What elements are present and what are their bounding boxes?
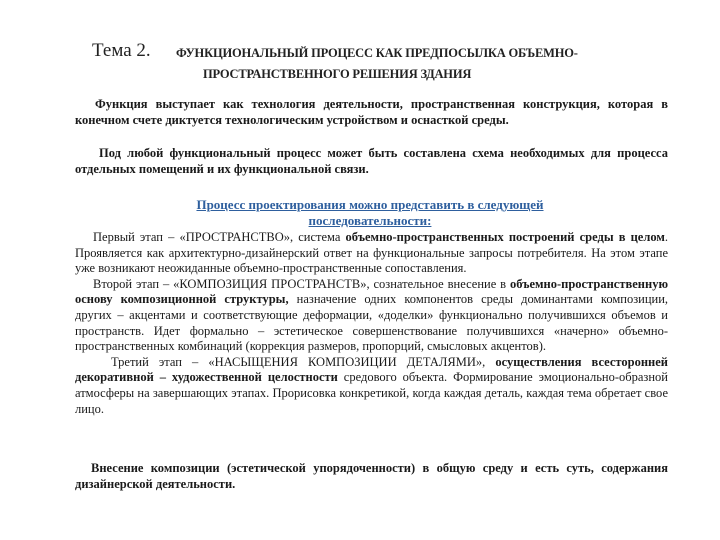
conclusion-paragraph: Внесение композиции (эстетической упорядоченности) в общую среду и есть суть, содержания дизайнерской деятельности. — [75, 461, 668, 491]
process-heading-text: Процесс проектирования можно представить в следующей последовательности: — [196, 197, 544, 228]
stage-1-rest: . Проявляется как архитектурно-дизайнерский ответ на функциональные запросы потребителя. На этом этапе уже возникают неожиданные объемно-пространственные сопоставления. — [75, 230, 668, 276]
stage-3 — [75, 355, 668, 417]
stage-1-emphasis: объемно-пространственных построений среды в целом — [345, 230, 665, 244]
title-line-2: ПРОСТРАНСТВЕННОГО РЕШЕНИЯ ЗДАНИЯ — [203, 67, 472, 81]
intro-paragraph-1: Функция выступает как технология деятельности, пространственная конструкция, которая в конечном счете диктуется технологическим устройством и оснасткой среды. — [75, 97, 668, 127]
stage-2 — [75, 277, 668, 355]
stage-1-lead: Первый этап – «ПРОСТРАНСТВО», система — [93, 230, 346, 244]
stage-1 — [75, 230, 668, 277]
stages-text — [75, 230, 668, 417]
stage-3-lead: Третий этап – «НАСЫЩЕНИЯ КОМПОЗИЦИИ ДЕТАЛЯМИ», — [111, 354, 496, 369]
stage-3-emphasis: осуществления всесторонней декоративной – художественной целостности — [75, 354, 668, 385]
title-line-1: ФУНКЦИОНАЛЬНЫЙ ПРОЦЕСС КАК ПРЕДПОСЫЛКА ОБЪЕМНО- — [176, 46, 578, 60]
topic-label: Тема 2. — [92, 40, 151, 61]
intro-paragraph-2: Под любой функциональный процесс может быть составлена схема необходимых для процесса отдельных помещений и их функциональной связи. — [75, 146, 668, 176]
stage-3-rest: средового объекта. Формирование эмоционально-образной атмосферы на завершающих этапах. Прорисовка конкретикой, когда каждая деталь, каждая тема обретает свое лицо. — [75, 370, 668, 416]
stage-2-emphasis: объемно-пространственную основу композиционной структуры, — [75, 276, 668, 307]
stage-2-lead: Второй этап – «КОМПОЗИЦИЯ ПРОСТРАНСТВ», сознательное внесение в — [93, 276, 510, 291]
process-heading — [140, 197, 600, 229]
stage-2-rest: назначение одних компонентов среды доминантами композиции, других – акцентами и соответствующие деформации, «доделки» функционально получившихся объемов и пространств. Идет формально – эстетическое совершенствование получившихся «начерно» объемно-пространственных комбинаций (коррекция размеров, пропорций, смысловых акцентов). — [75, 292, 669, 354]
